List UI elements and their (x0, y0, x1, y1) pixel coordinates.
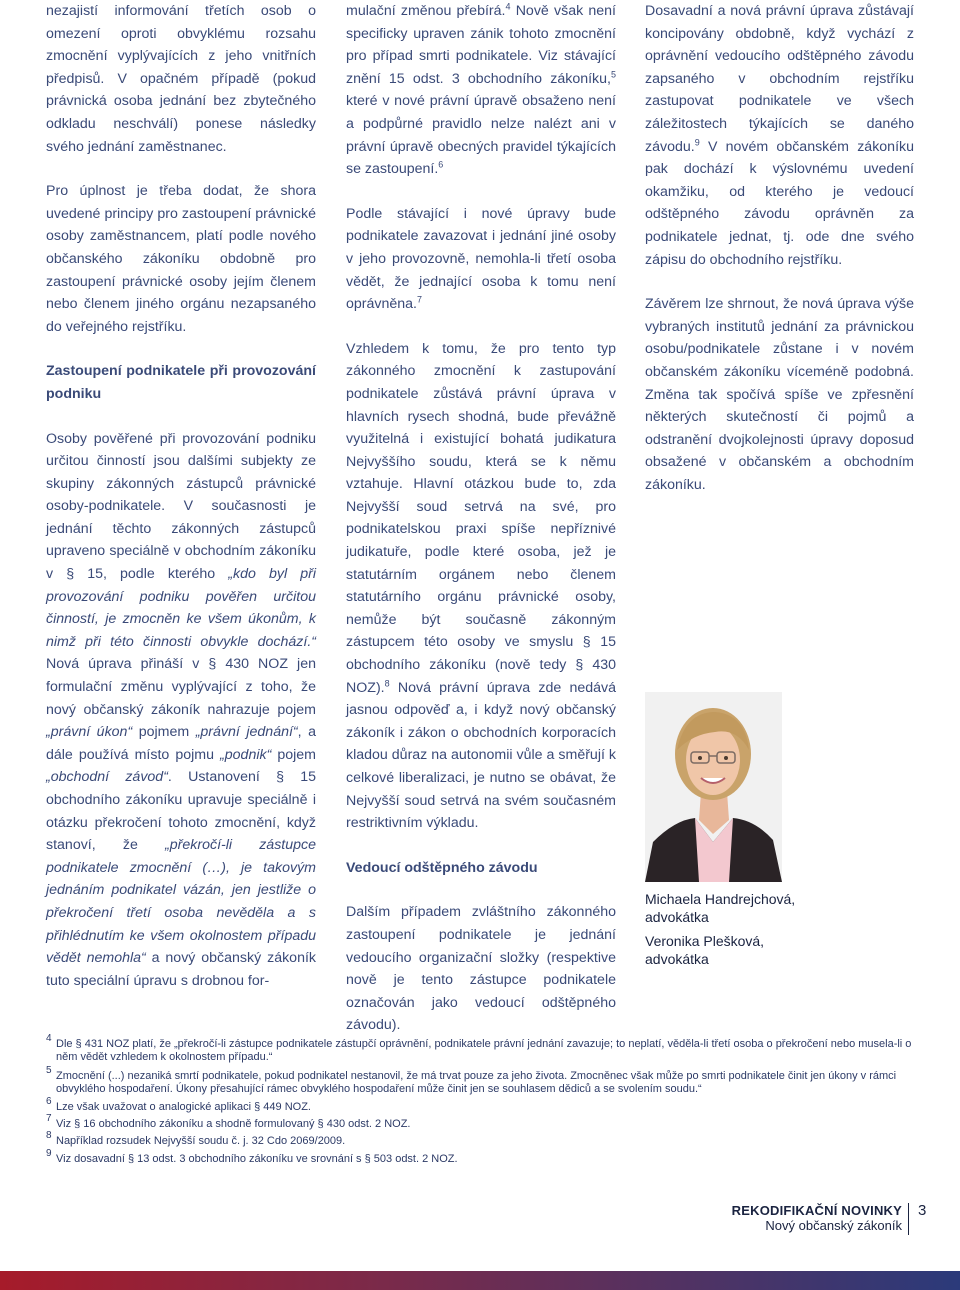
author-role-1: advokátka (645, 909, 709, 925)
bottom-color-band (0, 1271, 960, 1290)
col2-paragraph-1: mulační změnou přebírá.$^4$ Nově však není specificky upraven zánik tohoto zmocnění pro případ smrti podnikatele. Viz stávající znění 15 odst. 3 obchodního zákoníku,$^5$ které v nové právní úpravě obsaženo není a podpůrné pravidlo nelze nalézt ani v právní úpravě obecných pravidel týkajících se zastoupení.$^6$ (346, 1, 617, 178)
col2-paragraph-4: Dalším případem zvláštního zákonného zastoupení podnikatele je jednání vedoucího organizační složky (respektive nově je tento zástupce podnikatele označován jako vedoucí odštěpného závodu). (346, 904, 616, 1034)
column-3 (645, 0, 914, 518)
footnote-5: 5 Zmocnění (...) nezaniká smrtí podnikatele, pokud podnikatel nestanovil, že má trvat pouze za jeho života. Zmocněnec však může po smrti podnikatele činit jen úkony v rámci obvyklého hospodaření. Úkony přesahující rámec obvyklého hospodaření může činit jen se souhlasem dědiců a se svolením soudu.“ (46, 1065, 897, 1095)
footnote-6: 6 Lze však uvažovat o analogické aplikaci § 449 NOZ. (46, 1096, 311, 1113)
footnote-ref-7: 7 (417, 294, 423, 305)
col2-paragraph-3: Vzhledem k tomu, že pro tento typ zákonného zmocnění k zastupování podnikatele zůstává právní úprava v hlavních rysech shodná, bude převážně využitelná i existující bohatá judikatura Nejvyššího soudu, která se k němu vztahuje. Hlavní otázkou bude to, zda Nejvyšší soud setrvá na své, pro podnikatelskou praxi spíše nepříznivé judikatuře, podle které osoba, jež je statutárním orgánem nebo členem statutárního orgánu právnické osoby, nemůže být současně zákonným zástupcem této osoby ve smyslu § 15 obchodního zákoníku (nově tedy § 430 NOZ).$^8$ Nová právní úprava zde nedává jasnou odpověď a, i když nový občanský zákoník i zákon o obchodních korporacích kladou důraz na autonomii vůle a směřují k celkové liberalizaci, je nutno se obávat, že Nejvyšší soud setrvá na svém současném restriktivním výkladu. (346, 340, 616, 832)
running-footer (732, 1203, 902, 1233)
page-number: 3 (918, 1202, 927, 1219)
author-role-2: advokátka (645, 951, 709, 967)
col1-paragraph-2: Pro úplnost je třeba dodat, že shora uvedené principy pro zastoupení právnické osoby zaměstnancem, platí podle nového občanského zákoníku obdobně pro zastoupení právnické osoby jejím členem nebo členem jiného orgánu nezapsaného do veřejného rejstříku. (46, 183, 316, 335)
footnote-ref-8: 8 (384, 677, 390, 688)
section-heading-podnikatel: Zastoupení podnikatele při provozování podniku (46, 363, 316, 402)
column-2 (346, 0, 616, 1059)
section-heading-vedouci: Vedoucí odštěpného závodu (346, 859, 538, 876)
footnote-8: 8 Například rozsudek Nejvyšší soudu č. j. 32 Cdo 2069/2009. (46, 1130, 346, 1147)
footnote-ref-9: 9 (694, 136, 700, 147)
col3-paragraph-1: Dosavadní a nová právní úprava zůstávají koncipovány obdobně, když vychází z oprávnění vedoucího odštěpného závodu zapsaného v obchodním rejstříku zastupovat podnikatele ve všech záležitostech týkajících se daného závodu.$^9$ V novém občanském zákoníku pak dochází k výslovnému uvedení okamžiku, od kterého je vedoucí odštěpného závodu oprávněn za podnikatele jednat, tj. ode dne svého zápisu do obchodního rejstříku. (645, 3, 914, 268)
footer-divider (908, 1203, 909, 1235)
author-caption (645, 890, 795, 968)
col1-paragraph-3: Osoby pověřené při provozování podniku určitou činností jsou dalšími subjekty ze skupiny zákonných zástupců právnické osoby-podnikatele. V současnosti je jednání těchto zákonných zástupců upraveno speciálně v obchodním zákoníku v § 15, podle kterého „kdo byl při provozování podniku pověřen určitou činností, je zmocněn ke všem úkonům, k nimž při této činnosti obvykle dochází.“ Nová úprava přináší v § 430 NOZ jen formulační změnu vyplývající z toho, že nový občanský zákoník nahrazuje pojem „právní úkon“ pojmem „právní jednání“, a dále používá místo pojmu „podnik“ pojem „obchodní závod“. Ustanovení § 15 obchodního zákoníku upravuje speciálně i otázku překročení tohoto zmocnění, když stanoví, že „překročí-li zástupce podnikatele zmocnění (…), je takovým jednáním podnikatel vázán, jen jestliže o překročení třetí osoba nevěděla a s přihlédnutím ke všem okolnostem případu vědět nemohla“ a nový občanský zákoník tuto speciální úpravu s drobnou for- (46, 430, 317, 989)
author-name-1: Michaela Handrejchová, (645, 891, 796, 907)
column-1 (46, 0, 316, 1014)
publication-subtitle: Nový občanský zákoník (765, 1218, 902, 1233)
col1-paragraph-1: nezajistí informování třetích osob o omezení oproti obvyklému rozsahu zmocnění vyplývajících z jeho vnitřních předpisů. V opačném případě (pokud právnická osoba jednání bez zbytečného odkladu neschválí) ponese následky svého jednání zaměstnanec. (46, 3, 316, 155)
footnote-ref-4: 4 (505, 1, 511, 12)
footnote-9: 9 Viz dosavadní § 13 odst. 3 obchodního zákoníku ve srovnání s § 503 odst. 2 NOZ. (46, 1148, 458, 1165)
publication-title: REKODIFIKAČNÍ NOVINKY (731, 1203, 902, 1218)
footnote-4: 4 Dle § 431 NOZ platí, že „překročí-li zástupce podnikatele zástupčí oprávnění, podnikatele právní jednání zavazuje; to neplatí, věděla-li třetí osoba o překročení nebo musela-li o něm vědět vzhledem k okolnostem případu.“ (46, 1033, 912, 1063)
col3-paragraph-2: Závěrem lze shrnout, že nová úprava výše vybraných institutů jednání za právnickou osobu/podnikatele zůstane i v novém občanském zákoníku víceméně podobná. Změna tak spočívá spíše ve zpřesnění některých skutečností či pojmů a odstranění dvojkolejnosti úpravy doposud obsažené v občanském a obchodním zákoníku. (645, 296, 914, 493)
author-name-2: Veronika Plešková, (645, 933, 765, 949)
footnote-ref-6: 6 (438, 159, 444, 170)
col2-paragraph-2: Podle stávající i nové úpravy bude podnikatele zavazovat i jednání jiné osoby v jeho provozovně, nemohla-li třetí osoba vědět, že jednající osoba k tomu není oprávněna.$^7$ (346, 205, 616, 313)
footnote-ref-5: 5 (610, 69, 616, 80)
portrait-illustration (645, 692, 782, 882)
author-photo (645, 692, 782, 882)
footnote-7: 7 Viz § 16 obchodního zákoníku a shodně formulovaný § 430 odst. 2 NOZ. (46, 1113, 411, 1130)
